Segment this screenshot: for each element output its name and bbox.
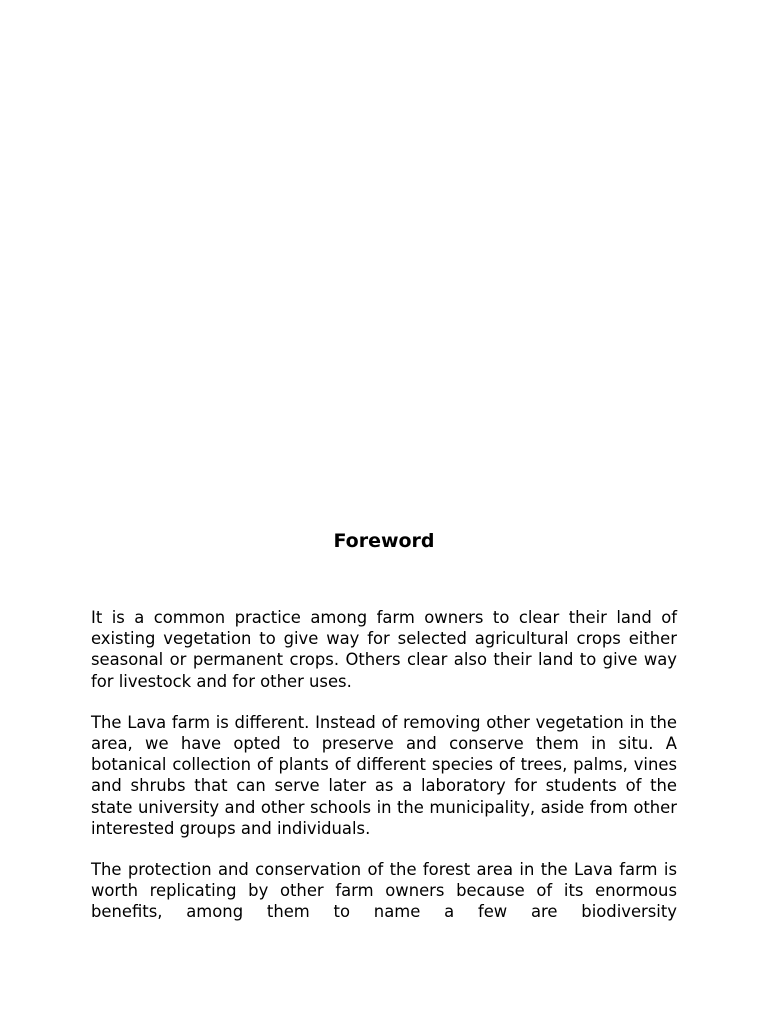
paragraph-2: The Lava farm is different. Instead of removing other vegetation in the area, we have opted to preserve and conserve them in situ. A botanical collection of plants of different species of trees, palms, vines and shrubs that can serve later as a laboratory for students of the state university and other schools in the municipality, aside from other interested groups and individuals. bbox=[91, 712, 677, 838]
foreword-body bbox=[91, 607, 677, 943]
paragraph-3: The protection and conservation of the forest area in the Lava farm is worth replicating by other farm owners because of its enormous benefits, among them to name a few are biodiversity bbox=[91, 860, 677, 922]
page-title: Foreword bbox=[333, 530, 435, 552]
paragraph-1: It is a common practice among farm owners to clear their land of existing vegetation to give way for selected agricultural crops either seasonal or permanent crops. Others clear also their land to give way for livestock and for other uses. bbox=[91, 608, 677, 691]
